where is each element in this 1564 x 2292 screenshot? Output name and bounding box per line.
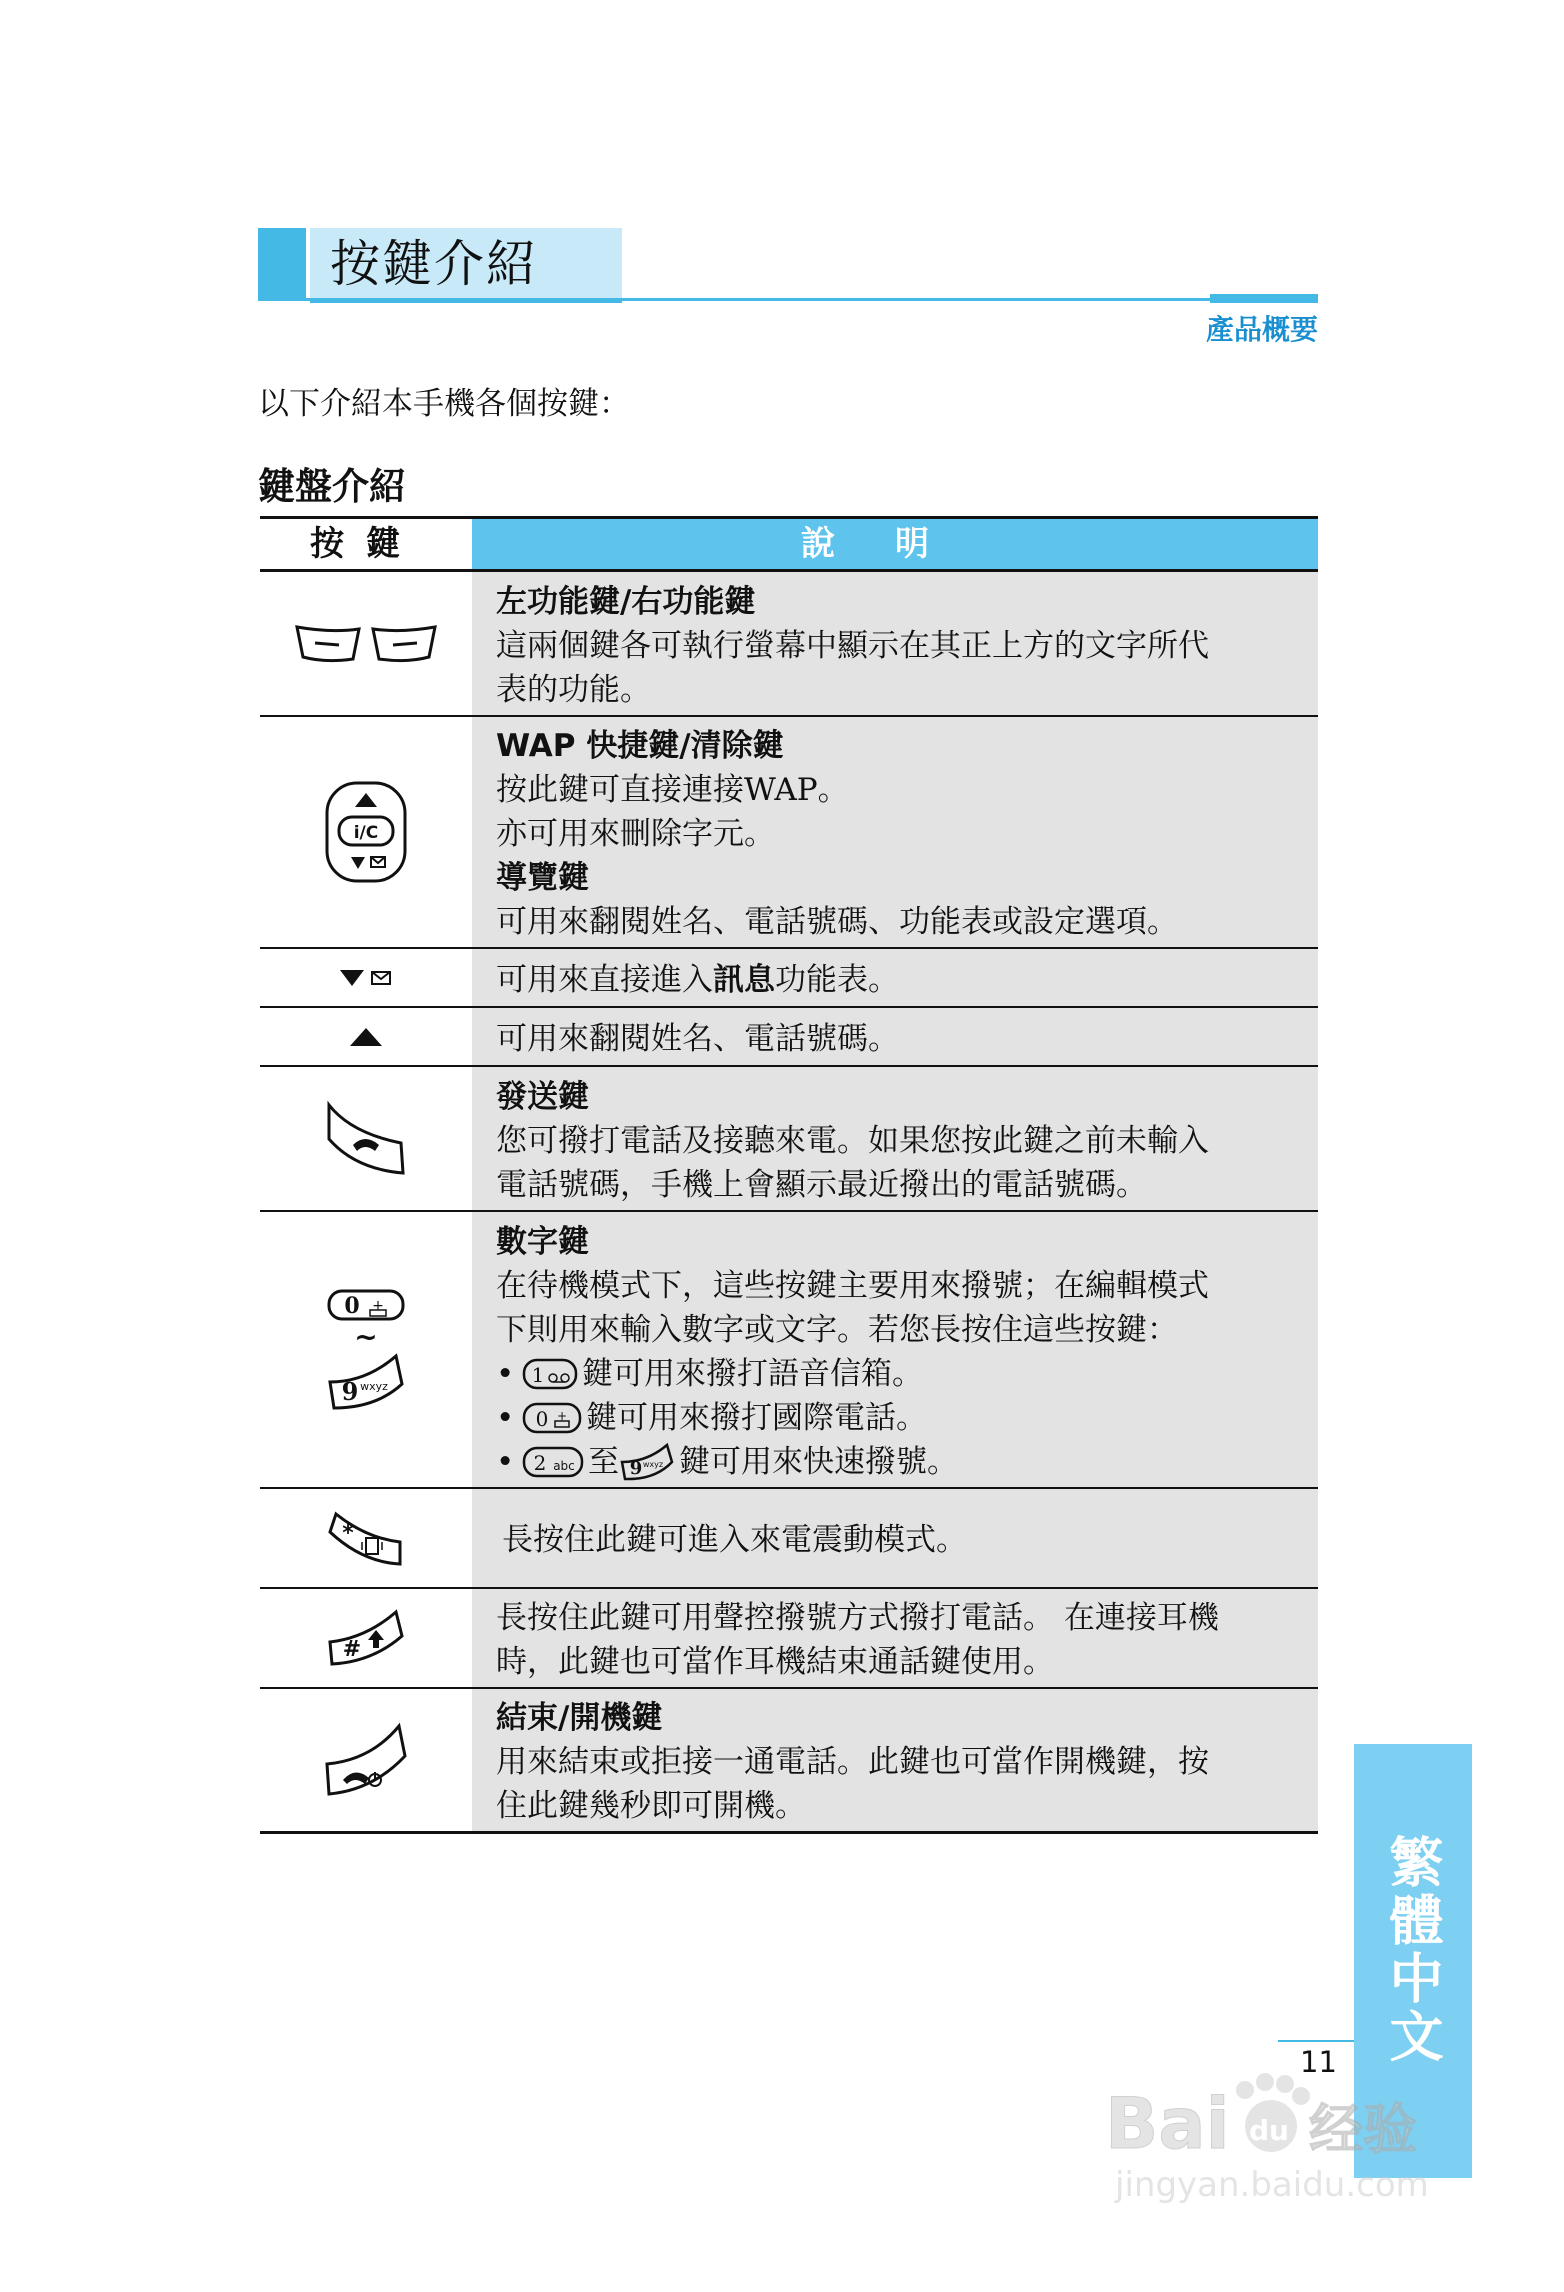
row-description: 可用來翻閱姓名、電話號碼。 [472,1008,1318,1065]
down-message-key-icon [260,949,472,1006]
watermark-suffix: 经验 [1309,2098,1417,2161]
title-box [310,228,622,303]
row-description: 結束/開機鍵 用來結束或拒接一通電話。此鍵也可當作開機鍵，按 住此鍵幾秒即可開機。 [472,1689,1318,1831]
svg-text:wxyz: wxyz [360,1379,388,1393]
section-subheading: 鍵盤介紹 [258,465,406,508]
key-2-icon [522,1446,584,1478]
page-title: 按鍵介紹 [330,235,538,293]
title-rule [258,298,1318,301]
row-description: 左功能鍵/右功能鍵 這兩個鍵各可執行螢幕中顯示在其正上方的文字所代 表的功能。 [472,572,1318,715]
column-header-key: 按鍵 [310,524,422,564]
bullet-item: • 2 abc 至 9 wxyz 鍵可用來快速撥號。 [496,1443,958,1480]
svg-text:2: 2 [533,1450,547,1475]
side-tab-label: 繁體中文 [1381,1834,1444,2066]
svg-text:0: 0 [344,1292,360,1319]
svg-text:abc: abc [553,1458,575,1473]
watermark-brand-du: du [1249,2114,1289,2147]
svg-text:+: + [556,1408,568,1423]
hash-key-icon [260,1589,472,1687]
row-description: 數字鍵 在待機模式下，這些按鍵主要用來撥號；在編輯模式 下則用來輸入數字或文字。若您長按住這些按鍵： • 1 鍵可用來撥打語音信箱。 • 0 + 鍵可用來撥打國際電話。 • 2 abc 至 9 wxyz 鍵可用來快速撥號。 [472,1212,1318,1487]
table-row [260,1212,1318,1489]
page-number-rule [1278,2040,1354,2042]
intro-text: 以下介紹本手機各個按鍵： [258,386,630,422]
end-power-key-icon [260,1689,472,1831]
table-row [260,1067,1318,1212]
star-vibrate-key-icon [260,1489,472,1587]
svg-text:i/C: i/C [353,823,379,843]
row-description: 長按住此鍵可進入來電震動模式。 [472,1489,1318,1587]
column-header-description: 說明 [472,519,1318,569]
table-row [260,1689,1318,1834]
svg-text:9: 9 [341,1376,359,1406]
table-row [260,1489,1318,1589]
table-header [260,516,1318,572]
row-description: 可用來直接進入訊息功能表。 [472,949,1318,1006]
send-key-icon [260,1067,472,1210]
key-9-icon [326,1352,406,1412]
row-description: 發送鍵 您可撥打電話及接聽來電。如果您按此鍵之前未輸入 電話號碼，手機上會顯示最近撥出的電話號碼。 [472,1067,1318,1210]
page-number: 11 [1300,2045,1337,2079]
svg-text:9: 9 [629,1457,643,1479]
table-row [260,1589,1318,1689]
key-1-icon [522,1358,578,1390]
svg-text:*: * [342,1521,354,1546]
svg-text:+: + [372,1297,384,1314]
chapter-title-bar [258,228,1318,302]
title-accent-block [258,228,306,300]
table-row [260,717,1318,949]
section-tag: 產品概要 [1205,313,1318,346]
table-row [260,1008,1318,1067]
key-0-icon [522,1402,582,1434]
bullet-item: • 0 + 鍵可用來撥打國際電話。 [496,1399,927,1436]
wap-nav-key-icon [260,717,472,947]
svg-text:wxyz: wxyz [642,1459,664,1469]
soft-keys-icon [260,572,472,715]
range-tilde: ~ [354,1319,378,1353]
watermark-brand: Bai [1105,2083,1230,2165]
key-table [260,516,1318,1834]
up-arrow-key-icon [260,1008,472,1065]
key-9-icon [619,1442,675,1482]
watermark-url: jingyan.baidu.com [1115,2165,1429,2205]
number-keys-icon [260,1212,472,1487]
svg-text:1: 1 [531,1362,545,1387]
row-description: WAP 快捷鍵/清除鍵 按此鍵可直接連接WAP。 亦可用來刪除字元。 導覽鍵 可用來翻閱姓名、電話號碼、功能表或設定選項。 [472,717,1318,947]
key-0-icon [326,1288,406,1322]
table-row [260,572,1318,717]
table-row [260,949,1318,1008]
title-rule-accent [1210,294,1318,303]
svg-text:#: # [342,1637,362,1662]
bullet-item: • 1 鍵可用來撥打語音信箱。 [496,1355,923,1392]
baidu-watermark [1095,2060,1465,2210]
svg-text:0: 0 [535,1406,549,1431]
row-description: 長按住此鍵可用聲控撥號方式撥打電話。 在連接耳機 時，此鍵也可當作耳機結束通話鍵使用。 [472,1589,1318,1687]
